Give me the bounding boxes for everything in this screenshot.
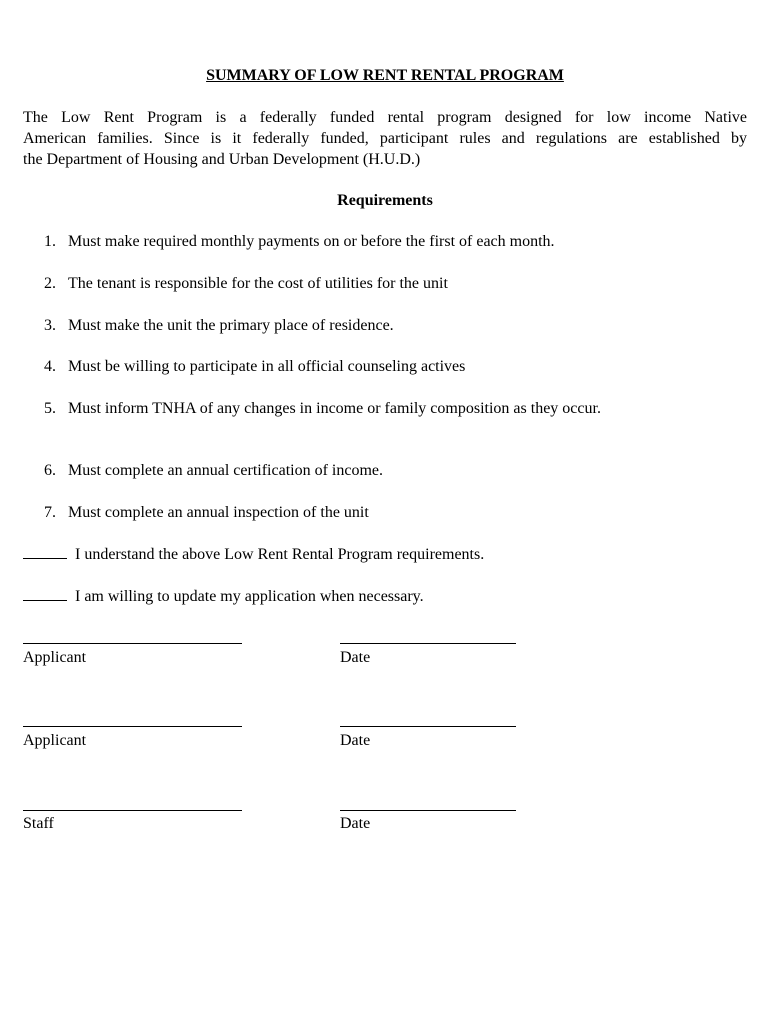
requirement-number: 1.	[44, 233, 56, 250]
applicant-signature-line[interactable]	[23, 643, 242, 644]
staff-signature-line[interactable]	[23, 810, 242, 811]
initial-blank-field[interactable]	[23, 544, 67, 559]
requirement-text: The tenant is responsible for the cost of utilities for the unit	[68, 275, 448, 292]
requirement-text: Must complete an annual inspection of the unit	[68, 504, 369, 521]
acknowledgement-update	[23, 586, 743, 607]
requirement-text: Must make required monthly payments on or before the first of each month.	[68, 233, 555, 250]
intro-line: The Low Rent Program is a federally funded rental program designed for low income Native	[23, 109, 747, 126]
requirement-text: Must make the unit the primary place of residence.	[68, 317, 394, 334]
acknowledgement-understand	[23, 544, 743, 565]
intro-line: American families. Since is it federally funded, participant rules and regulations are established by	[23, 130, 747, 147]
requirement-number: 5.	[44, 400, 56, 417]
acknowledgement-text: I am willing to update my application when necessary.	[75, 588, 424, 605]
requirement-text: Must inform TNHA of any changes in income or family composition as they occur.	[68, 400, 601, 417]
date-label: Date	[340, 815, 371, 832]
staff-label: Staff	[23, 815, 54, 832]
applicant-label: Applicant	[23, 649, 87, 666]
initial-blank-field[interactable]	[23, 586, 67, 601]
requirement-number: 4.	[44, 358, 56, 375]
requirement-number: 6.	[44, 462, 56, 479]
intro-line: the Department of Housing and Urban Development (H.U.D.)	[23, 151, 421, 168]
applicant-label: Applicant	[23, 732, 87, 749]
requirement-number: 7.	[44, 504, 56, 521]
document-title: SUMMARY OF LOW RENT RENTAL PROGRAM	[206, 67, 564, 84]
date-label: Date	[340, 649, 371, 666]
applicant-signature-line[interactable]	[23, 726, 242, 727]
requirement-text: Must complete an annual certification of income.	[68, 462, 383, 479]
date-signature-line[interactable]	[340, 643, 516, 644]
acknowledgement-text: I understand the above Low Rent Rental Program requirements.	[75, 546, 485, 563]
date-label: Date	[340, 732, 371, 749]
date-signature-line[interactable]	[340, 726, 516, 727]
requirements-heading: Requirements	[337, 192, 433, 209]
requirement-number: 3.	[44, 317, 56, 334]
intro-paragraph	[23, 107, 747, 170]
date-signature-line[interactable]	[340, 810, 516, 811]
requirement-number: 2.	[44, 275, 56, 292]
requirement-text: Must be willing to participate in all official counseling actives	[68, 358, 466, 375]
